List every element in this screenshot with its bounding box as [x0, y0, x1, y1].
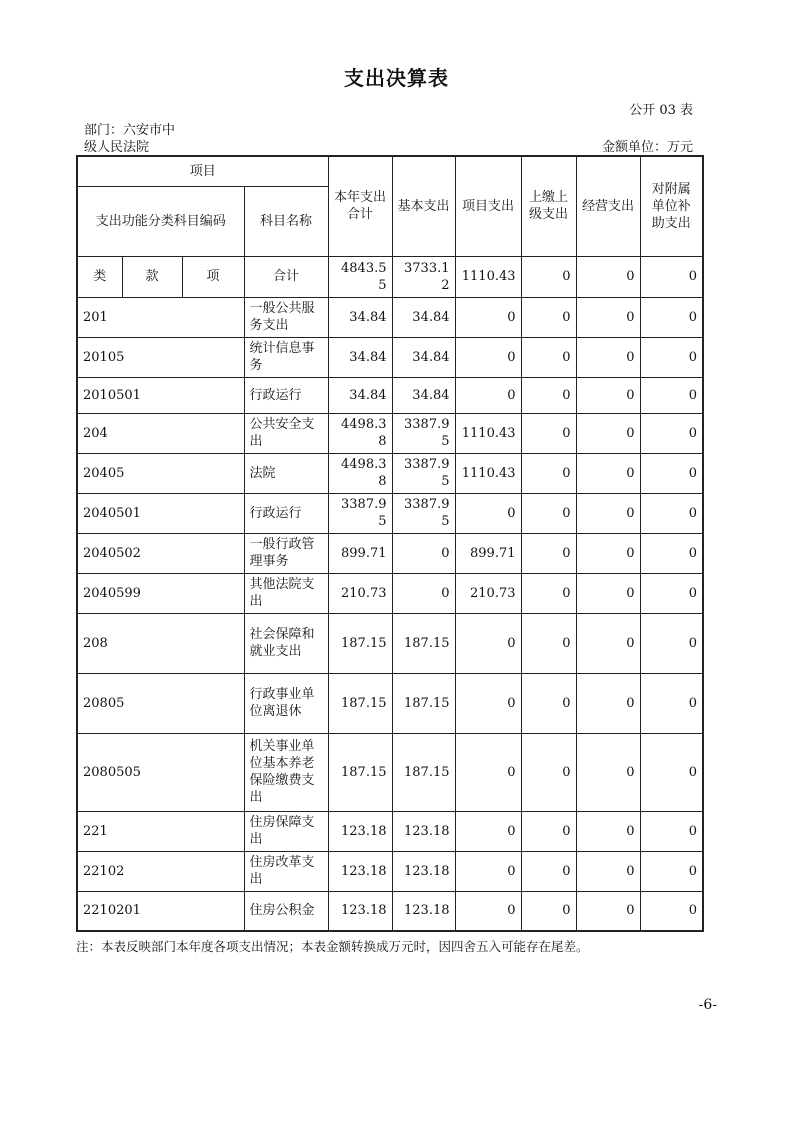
header-xiang: 项: [182, 256, 244, 297]
row-code: 221: [77, 811, 244, 851]
row-basic: 0: [392, 573, 455, 613]
row-name: 住房公积金: [244, 891, 328, 931]
table-row: [77, 673, 703, 733]
row-project: 0: [455, 851, 521, 891]
table-row: [77, 413, 703, 453]
row-subsidy: 0: [640, 297, 703, 337]
table-row: [77, 851, 703, 891]
department-line-2: 级人民法院: [84, 140, 150, 155]
footnote: 注：本表反映部门本年度各项支出情况；本表金额转换成万元时，因四舍五入可能存在尾差。: [76, 939, 589, 954]
row-basic: 187.15: [392, 673, 455, 733]
row-project: 0: [455, 811, 521, 851]
row-subsidy: 0: [640, 337, 703, 377]
total-amount: 4843.55: [328, 256, 392, 297]
row-code: 2040502: [77, 533, 244, 573]
page-number: -6-: [698, 997, 717, 1013]
row-subsidy: 0: [640, 733, 703, 811]
row-total: 123.18: [328, 891, 392, 931]
row-business: 0: [576, 851, 640, 891]
row-total: 34.84: [328, 297, 392, 337]
table-row: [77, 573, 703, 613]
row-subsidy: 0: [640, 493, 703, 533]
row-project: 0: [455, 891, 521, 931]
row-name: 行政运行: [244, 377, 328, 413]
row-code: 2210201: [77, 891, 244, 931]
row-subsidy: 0: [640, 573, 703, 613]
row-upper: 0: [521, 891, 576, 931]
row-business: 0: [576, 533, 640, 573]
row-subsidy: 0: [640, 673, 703, 733]
row-total: 187.15: [328, 613, 392, 673]
row-upper: 0: [521, 851, 576, 891]
row-subsidy: 0: [640, 811, 703, 851]
row-upper: 0: [521, 573, 576, 613]
header-lei: 类: [77, 256, 122, 297]
row-total: 3387.95: [328, 493, 392, 533]
header-kuan: 款: [122, 256, 182, 297]
row-basic: 187.15: [392, 733, 455, 811]
row-code: 208: [77, 613, 244, 673]
row-basic: 123.18: [392, 811, 455, 851]
row-business: 0: [576, 573, 640, 613]
row-code: 2080505: [77, 733, 244, 811]
row-business: 0: [576, 891, 640, 931]
row-total: 4498.38: [328, 413, 392, 453]
row-code: 2040599: [77, 573, 244, 613]
row-subsidy: 0: [640, 453, 703, 493]
row-project: 0: [455, 297, 521, 337]
row-upper: 0: [521, 811, 576, 851]
row-code: 20105: [77, 337, 244, 377]
table-row: [77, 297, 703, 337]
table-row: [77, 613, 703, 673]
total-basic: 3733.12: [392, 256, 455, 297]
header-name: 科目名称: [244, 186, 328, 256]
header-code: 支出功能分类科目编码: [77, 186, 244, 256]
row-name: 住房保障支出: [244, 811, 328, 851]
row-basic: 3387.95: [392, 413, 455, 453]
row-basic: 34.84: [392, 297, 455, 337]
row-upper: 0: [521, 337, 576, 377]
row-upper: 0: [521, 453, 576, 493]
row-subsidy: 0: [640, 851, 703, 891]
row-total: 123.18: [328, 811, 392, 851]
row-name: 社会保障和就业支出: [244, 613, 328, 673]
row-subsidy: 0: [640, 891, 703, 931]
header-subsidy: 对附属单位补助支出: [640, 156, 703, 256]
header-project-expense: 项目支出: [455, 156, 521, 256]
row-project: 0: [455, 613, 521, 673]
total-subsidy: 0: [640, 256, 703, 297]
row-code: 20805: [77, 673, 244, 733]
table-row: [77, 337, 703, 377]
total-business: 0: [576, 256, 640, 297]
table-row: [77, 493, 703, 533]
table-row: [77, 733, 703, 811]
row-upper: 0: [521, 533, 576, 573]
row-business: 0: [576, 493, 640, 533]
table-row: [77, 533, 703, 573]
row-business: 0: [576, 811, 640, 851]
row-name: 其他法院支出: [244, 573, 328, 613]
row-project: 0: [455, 733, 521, 811]
row-name: 行政运行: [244, 493, 328, 533]
row-name: 法院: [244, 453, 328, 493]
row-basic: 34.84: [392, 377, 455, 413]
row-code: 2010501: [77, 377, 244, 413]
row-subsidy: 0: [640, 613, 703, 673]
table-row: [77, 811, 703, 851]
row-business: 0: [576, 377, 640, 413]
row-subsidy: 0: [640, 413, 703, 453]
row-upper: 0: [521, 613, 576, 673]
row-basic: 3387.95: [392, 453, 455, 493]
row-basic: 123.18: [392, 851, 455, 891]
total-upper: 0: [521, 256, 576, 297]
row-upper: 0: [521, 673, 576, 733]
row-project: 899.71: [455, 533, 521, 573]
row-subsidy: 0: [640, 377, 703, 413]
row-code: 20405: [77, 453, 244, 493]
total-project: 1110.43: [455, 256, 521, 297]
row-upper: 0: [521, 493, 576, 533]
table-header: [77, 156, 703, 297]
row-total: 187.15: [328, 673, 392, 733]
row-name: 一般公共服务支出: [244, 297, 328, 337]
row-upper: 0: [521, 297, 576, 337]
page-title: 支出决算表: [344, 66, 449, 90]
row-name: 机关事业单位基本养老保险缴费支出: [244, 733, 328, 811]
row-upper: 0: [521, 413, 576, 453]
row-business: 0: [576, 337, 640, 377]
row-project: 210.73: [455, 573, 521, 613]
row-basic: 3387.95: [392, 493, 455, 533]
table-row: [77, 891, 703, 931]
row-project: 1110.43: [455, 413, 521, 453]
table-row: [77, 377, 703, 413]
row-business: 0: [576, 413, 640, 453]
table-row: [77, 453, 703, 493]
row-total: 4498.38: [328, 453, 392, 493]
row-name: 公共安全支出: [244, 413, 328, 453]
row-basic: 187.15: [392, 613, 455, 673]
row-code: 22102: [77, 851, 244, 891]
header-project: 项目: [77, 156, 328, 186]
row-name: 一般行政管理事务: [244, 533, 328, 573]
row-business: 0: [576, 733, 640, 811]
row-subsidy: 0: [640, 533, 703, 573]
row-business: 0: [576, 453, 640, 493]
expenditure-table: [76, 155, 704, 932]
row-basic: 34.84: [392, 337, 455, 377]
row-upper: 0: [521, 377, 576, 413]
row-total: 210.73: [328, 573, 392, 613]
row-total: 187.15: [328, 733, 392, 811]
row-project: 0: [455, 337, 521, 377]
header-upper: 上缴上级支出: [521, 156, 576, 256]
form-number: 公开 03 表: [629, 103, 693, 118]
row-basic: 0: [392, 533, 455, 573]
amount-unit: 金额单位：万元: [601, 140, 693, 155]
department-line-1: 部门：六安市中: [84, 123, 176, 138]
header-basic: 基本支出: [392, 156, 455, 256]
row-project: 0: [455, 673, 521, 733]
row-project: 0: [455, 493, 521, 533]
row-name: 统计信息事务: [244, 337, 328, 377]
row-total: 34.84: [328, 377, 392, 413]
row-project: 1110.43: [455, 453, 521, 493]
row-business: 0: [576, 673, 640, 733]
header-sum: 合计: [244, 256, 328, 297]
row-basic: 123.18: [392, 891, 455, 931]
row-code: 2040501: [77, 493, 244, 533]
row-project: 0: [455, 377, 521, 413]
row-code: 201: [77, 297, 244, 337]
row-name: 住房改革支出: [244, 851, 328, 891]
row-business: 0: [576, 297, 640, 337]
row-name: 行政事业单位离退休: [244, 673, 328, 733]
row-total: 34.84: [328, 337, 392, 377]
row-total: 899.71: [328, 533, 392, 573]
header-total: 本年支出合计: [328, 156, 392, 256]
row-code: 204: [77, 413, 244, 453]
row-business: 0: [576, 613, 640, 673]
table-body: [77, 297, 703, 931]
row-total: 123.18: [328, 851, 392, 891]
row-upper: 0: [521, 733, 576, 811]
header-business: 经营支出: [576, 156, 640, 256]
